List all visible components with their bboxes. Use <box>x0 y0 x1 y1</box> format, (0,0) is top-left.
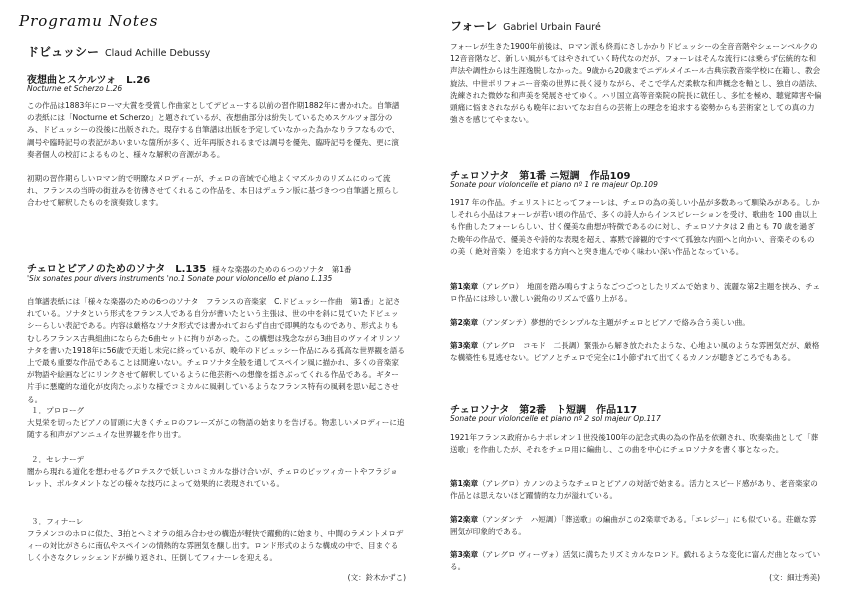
composer-heading-debussy <box>27 43 210 60</box>
work-title-sub: 様々な楽器のための６つのソナタ 第1番 <box>212 265 352 274</box>
movement-label: 第2楽章 <box>450 318 479 327</box>
page-title: Programu Notes <box>19 12 159 30</box>
work-title-main: チェロとピアノのためのソナタ L.135 <box>27 264 207 275</box>
author-credit-left: (文：鈴木かずこ) <box>347 573 406 582</box>
composer-fullname: Gabriel Urbain Fauré <box>503 22 601 33</box>
faure-sonata-1-movement-1 <box>450 281 822 305</box>
faure-sonata-1-movement-2 <box>450 317 822 329</box>
nocturne-paragraph-2: 初期の習作期らしいロマン的で明瞭なメロディーが、チェロの音域で心地よくマズルカのリズムにのって流れ、フランスの当時の街並みを彷彿させてくれるこの作品を、本日はデュラン版に基づきつつ自筆譜と照らし合わせて解釈したものを演奏致します。 <box>27 174 400 208</box>
faure-sonata-2-movement-1 <box>450 478 822 502</box>
composer-heading-faure <box>450 17 601 34</box>
movement-1-title: １．プロローグ <box>31 406 85 415</box>
faure-intro-paragraph: フォーレが生きた1900年前後は、ロマン派も終焉にさしかかりドビュッシーの全音音階やシェーンベルクの12音音階など、新しい風がもてはやされていく時代なのだが、フォーレはそんな流行には乗らず伝統的な和声法や調性からは生涯逸脱しなかった。9歳から20歳までニデルメイエール古典宗教音楽学校に在籍し、教会旋法、中世ポリフォニー音楽の世界に長く浸りながら、そこで学んだ柔軟な和声概念を軸とし、独自の語法、洗練された微妙な和声美を発展させてゆく。ハリ国立高等音楽院の院長に就任し、多忙を極め、聴覚障害や偏頭痛に悩まされながらも晩年においてなお自らの芸術上の理念を追求する姿勢からも芸術家としての真の力強さを感じてやまない。 <box>450 42 822 125</box>
movement-label: 第1楽章 <box>450 282 479 291</box>
movement-label: 第3楽章 <box>450 341 479 350</box>
movement-1-text: 大見栄を切ったピアノの冒頭に大きくチェロのフレーズがこの物語の始まりを告げる。物悲しいメロディーに追随する和声がアンニュイな世界観を作り出す。 <box>27 418 405 440</box>
faure-sonata-2-movement-2 <box>450 514 822 538</box>
work-title-nocturne: 夜想曲とスケルツォ L.26 <box>27 75 151 86</box>
movement-label: 第3楽章 <box>450 550 479 559</box>
movement-label: 第1楽章 <box>450 479 479 488</box>
nocturne-paragraph-1: この作品は1883年にローマ大賞を受賞し作曲家としてデビューする以前の習作期1882年に書かれた。自筆譜の表紙には「Nocturne et Scherzo」と題されているが、夜想曲部分は紛失しているためスケルツォ部分のみ、ドビュッシーの没後に出版された。現存する自筆譜は出版を予定していなかった為かなりラフなもので、調号や臨時記号の表記があいまいな箇所が多く、近年再版されるまでは調号を優先、臨時記号を優先、更に演奏者個人の校訂によるものと、様々な解釈の音源がある。 <box>27 101 400 159</box>
movement-text: （アンダンテ）夢想的でシンプルな主題がチェロとピアノで絡み合う美しい曲。 <box>478 318 750 327</box>
movement-3-title: ３．フィナーレ <box>31 517 84 526</box>
movement-text: （アレグロ） 地面を踏み鳴らすようなごつごつとしたリズムで始まり、流麗な第2主題を挟み、チェロ作品には珍しい激しい鋭角のリズムで盛り上がる。 <box>450 282 821 304</box>
work-title-cello-sonata-debussy <box>27 260 352 275</box>
composer-fullname: Claud Achille Debussy <box>105 48 211 59</box>
work-subtitle-faure-sonata-2: Sonate pour violoncelle et piano nº 2 sol majeur Op.117 <box>450 414 661 423</box>
work-title-faure-sonata-2: チェロソナタ 第2番 ト短調 作品117 <box>450 405 638 416</box>
faure-sonata-1-paragraph: 1917 年の作品。チェリストにとってフォーレは、チェロの為の美しい小品が多数あって馴染みがある。しかしそれら小品はフォーレが若い頃の作品で、多くの詩人からインスピレーションを受け、歌曲を 100 曲以上も作曲したフォーレらしい、甘く優美な曲想が特徴であるのに対し、チェロソナタは 2 曲とも 70 歳を過ぎた晩年の作品で、優美さや詩的な表現を超え、寡黙で諦観的ですべて孤独な内面へと向かい、音楽そのものの美（ 絶対音楽 ）を追求する方向へと突き進んでゆく味わい深い作品となっている。 <box>450 198 820 256</box>
movement-2-title: ２．セレナーデ <box>31 455 85 464</box>
composer-name: ドビュッシー <box>27 45 100 59</box>
work-subtitle-cello-sonata-debussy: 'Six sonates pour divers instruments 'no.1 Sonate pour violoncello et piano L.135 <box>27 274 333 283</box>
movement-label: 第2楽章 <box>450 515 479 524</box>
movement-text: （アンダンテ ハ短調）「葬送歌」の編曲がこの2楽章である。「エレジー」にも似ている。荘厳な雰囲気が印象的である。 <box>450 515 817 537</box>
movement-text: （アレグロ）カノンのようなチェロとピアノの対話で始まる。活力とスピード感があり、老音楽家の作品とは思えないほど躍情的な力が溢れている。 <box>450 479 818 501</box>
movement-text: （アレグロ ヴィーヴォ）活気に満ちたリズミカルなロンド。戯れるような変化に富んだ曲となっている。 <box>450 550 821 572</box>
author-credit-right: (文：細辻秀美) <box>769 573 820 582</box>
movement-3-text: フラメンコのホロに似た、3拍とヘミオラの組み合わせの構造が軽快で躍動的に始まり、中間のラメントメロディーの対比がさらに南仏やスペインの情熱的な雰囲気を醸し出す。ロンド形式のような構成の中で、目まぐるしく小さなクレッシェンドが繰り返され、圧倒してフィナーレを迎える。 <box>27 529 404 563</box>
faure-sonata-1-movement-3 <box>450 340 822 364</box>
movement-text: （アレグロ コモド 二長調）緊張から解き放たれたような、心地よい風のような雰囲気だが、厳格な構築性も見逃せない。ピアノとチェロで完全に1小節ずれて出てくるカノンが聴きどころでもある。 <box>450 341 820 363</box>
movement-2-text: 闇から現れる道化を想わせるグロテスクで妖しいコミカルな掛け合いが、チェロのピッツィカートやフラジョレット、ポルタメントなどの様々な技巧によって効果的に表現されている。 <box>27 467 398 489</box>
debussy-sonata-paragraph: 自筆譜表紙には「様々な楽器のための6つのソナタ フランスの音楽家 C.ドビュッシー作曲 第1番」と記されている。ソナタという形式をフランス人である自分が書いたという主張は、世の中を斜に見ていたドビュッシーらしい表記である。内容は厳格なソナタ形式では書かれておらず自由で即興的なものであり、形式よりもむしろフランス古典組曲になららた6曲セットに拘りがあった。この構想は残念ながら3曲目のヴァイオリンソナタを書いた1918年に56歳で天逝し未完に終っているが、晩年のドビュッシー作品にみる孤高な世界観を語る上で最も重要な作品であることは間違いない。チェロソナタ全般を通してスペイン風に描かれ、多くの音楽家が物語や絵画などにリンクさせて解釈しているように他芸術への想像を揺さぶってくれる作品である。ギター片手に悪魔的な道化が皮肉たっぷりな様でコミカルに風刺しているようなフランス特有の風刺を思い起こさせる。 <box>27 297 405 404</box>
faure-sonata-2-paragraph: 1921年フランス政府からナポレオン１世没後100年の記念式典の為の作品を依頼され、吹奏楽曲として「葬送歌」を作曲したが、それをチェロ用に編曲し、この曲を中心にチェロソナタを書く事となった。 <box>450 433 819 455</box>
faure-sonata-2-movement-3 <box>450 549 822 573</box>
work-subtitle-faure-sonata-1: Sonate pour violoncelle et piano nº 1 re majeur Op.109 <box>450 180 658 189</box>
composer-name: フォーレ <box>450 19 498 33</box>
work-subtitle-nocturne: Nocturne et Scherzo L.26 <box>27 84 123 93</box>
work-title-faure-sonata-1: チェロソナタ 第1番 ニ短調 作品109 <box>450 171 631 182</box>
